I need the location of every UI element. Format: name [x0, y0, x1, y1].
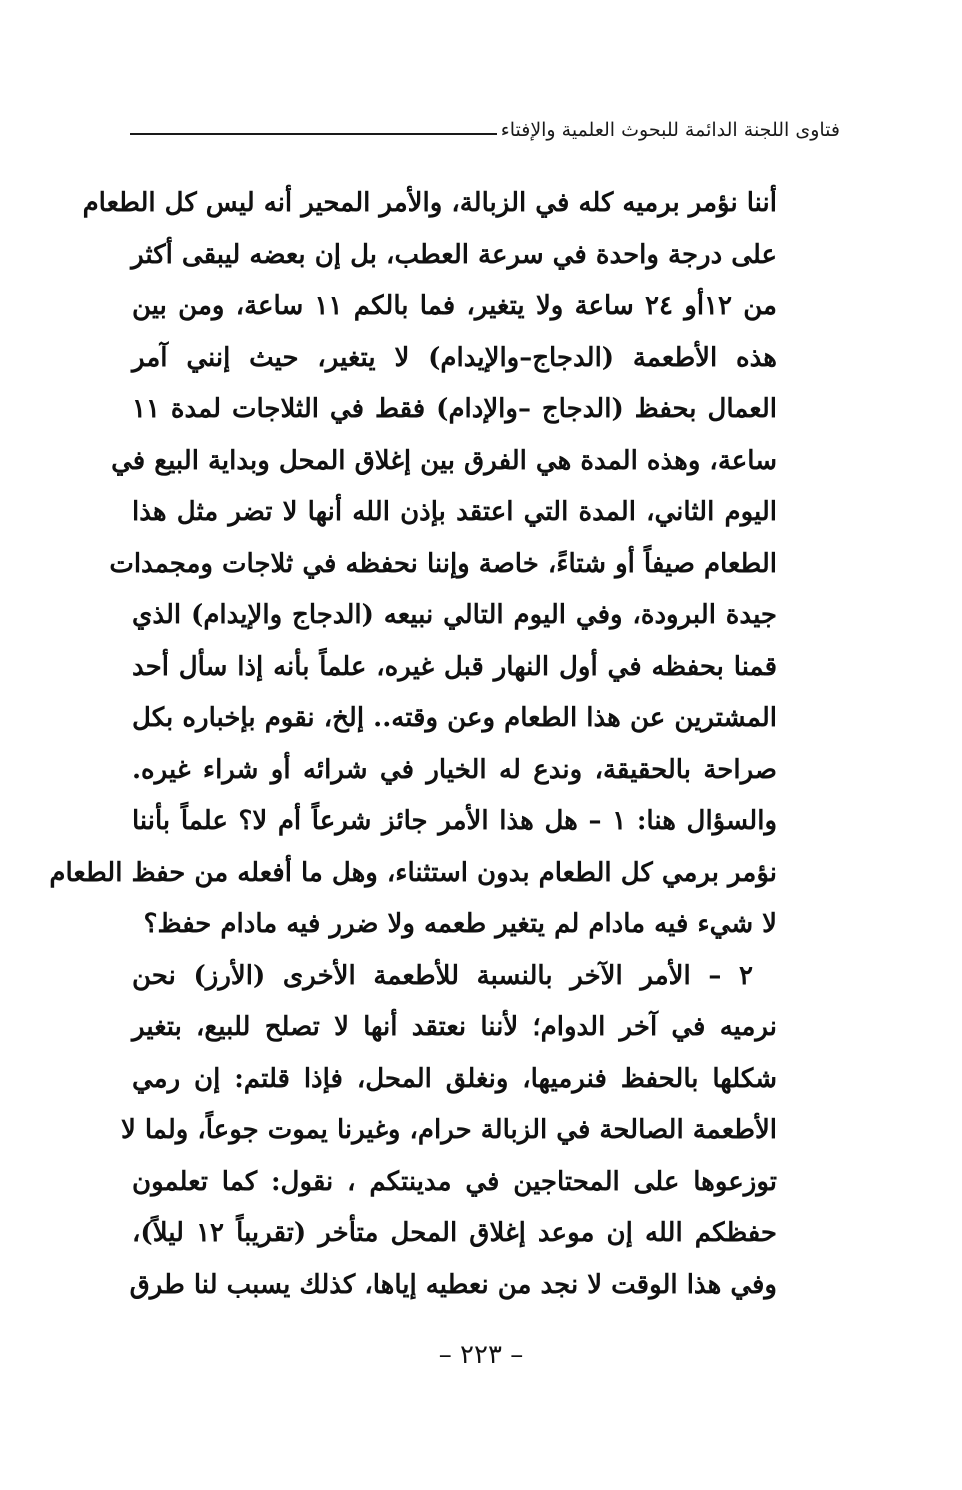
text-line: من ١٢أو ٢٤ ساعة ولا يتغير، فما بالكم ١١ ساعة، ومن بين	[132, 291, 777, 321]
text-line: جيدة البرودة، وفي اليوم التالي نبيعه (الدجاج والإيدام) الذي	[132, 600, 777, 630]
text-line: شكلها بالحفظ فنرميها، ونغلق المحل، فإذا قلتم: إن رمي	[132, 1063, 777, 1094]
running-header	[130, 110, 840, 150]
body-text	[49, 178, 778, 1311]
text-line: وفي هذا الوقت لا نجد من نعطيه إياها، كذلك يسبب لنا طرق	[129, 1269, 777, 1300]
text-line: نرميه في آخر الدوام؛ لأننا نعتقد أنها لا تصلح للبيع، بتغير	[132, 1012, 777, 1042]
text-line: أننا نؤمر برميه كله في الزبالة، والأمر المحير أنه ليس كل الطعام	[82, 188, 777, 218]
text-line: نؤمر برمي كل الطعام بدون استثناء، وهل ما أفعله من حفظ الطعام	[49, 857, 777, 888]
text-line: ٢ – الأمر الآخر بالنسبة للأطعمة الأخرى (الأرز) نحن	[132, 960, 753, 991]
text-line: والسؤال هنا: ١ – هل هذا الأمر جائز شرعاً أم لا؟ علماً بأننا	[132, 806, 778, 836]
text-line: ساعة، وهذه المدة هي الفرق بين إغلاق المحل وبداية البيع في	[111, 445, 777, 476]
text-line: حفظكم الله إن موعد إغلاق المحل متأخر (تقريباً ١٢ ليلاً)،	[132, 1218, 777, 1248]
text-line: لا شيء فيه مادام لم يتغير طعمه ولا ضرر فيه مادام حفظ؟	[143, 909, 777, 939]
text-line: الأطعمة الصالحة في الزبالة حرام، وغيرنا يموت جوعاً، ولما لا	[121, 1115, 777, 1145]
header-title: فتاوى اللجنة الدائمة للبحوث العلمية والإفتاء	[500, 119, 840, 141]
text-line: اليوم الثاني، المدة التي اعتقد بإذن الله أنها لا تضر مثل هذا	[132, 497, 777, 527]
text-line: صراحة بالحقيقة، وندع له الخيار في شرائه أو شراء غيره.	[132, 754, 777, 785]
text-line: الطعام صيفاً أو شتاءً، خاصة وإننا نحفظه في ثلاجات ومجمدات	[109, 548, 777, 579]
text-line: قمنا بحفظه في أول النهار قبل غيره، علماً بأنه إذا سأل أحد	[132, 651, 777, 682]
header-rule	[130, 133, 497, 135]
text-line: العمال بحفظ (الدجاج –والإدام) فقط في الثلاجات لمدة ١١	[132, 394, 777, 424]
text-line: على درجة واحدة في سرعة العطب، بل إن بعضه ليبقى أكثر	[131, 239, 777, 270]
text-line: هذه الأطعمة (الدجاج–والإيدام) لا يتغير، حيث إنني آمر	[132, 342, 777, 373]
text-line: المشترين عن هذا الطعام وعن وقته.. إلخ، نقوم بإخباره بكل	[132, 703, 777, 733]
text-line: توزعوها على المحتاجين في مدينتكم ، نقول: كما تعلمون	[132, 1166, 777, 1197]
page-number: – ٢٢٣ –	[438, 1340, 524, 1370]
